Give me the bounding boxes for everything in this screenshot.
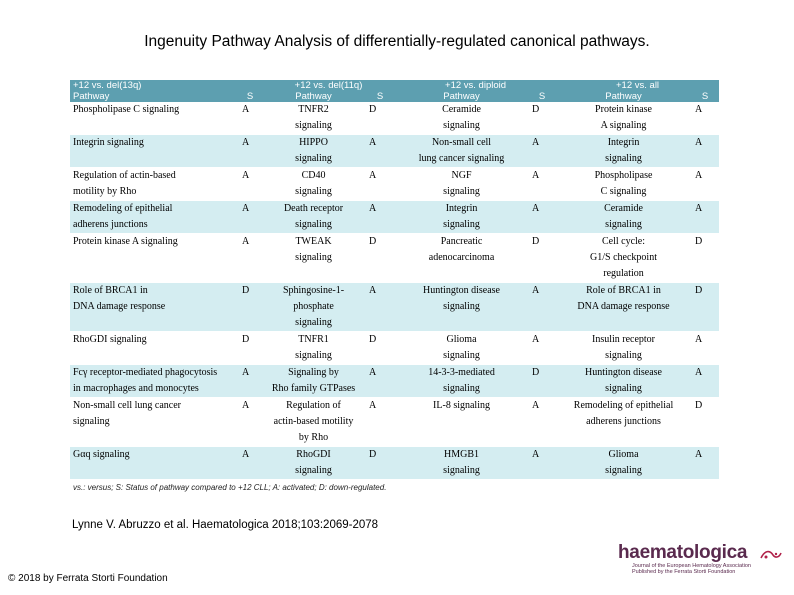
logo-mark-icon (760, 548, 782, 562)
status-cell: A (691, 102, 719, 135)
status-cell: D (365, 102, 395, 135)
column-header: S (701, 91, 709, 102)
pathway-cell: Regulation of actin-based motility by Rho (262, 398, 365, 447)
status-cell: A (238, 365, 262, 398)
status-cell: A (238, 447, 262, 480)
status-cell: A (238, 234, 262, 283)
pathway-cell: CD40 signaling (262, 168, 365, 201)
pathway-cell: Integrin signaling (395, 201, 528, 234)
pathway-table (70, 80, 719, 480)
status-cell: A (528, 398, 556, 447)
table-row (70, 168, 719, 201)
pathway-cell: HMGB1 signaling (395, 447, 528, 480)
pathway-cell: HIPPO signaling (262, 135, 365, 168)
status-cell: D (691, 398, 719, 447)
table-row (70, 447, 719, 480)
status-cell: A (691, 201, 719, 234)
pathway-cell: Protein kinase A signaling (70, 234, 238, 283)
pathway-cell: Fcγ receptor-mediated phagocytosis in macrophages and monocytes (70, 365, 238, 398)
pathway-cell: Death receptor signaling (262, 201, 365, 234)
pathway-cell: Signaling by Rho family GTPases (262, 365, 365, 398)
pathway-cell: Cell cycle: G1/S checkpoint regulation (556, 234, 691, 283)
status-cell: D (365, 332, 395, 365)
status-cell: D (238, 332, 262, 365)
pathway-cell: Sphingosine-1- phosphate signaling (262, 283, 365, 332)
status-cell: A (528, 201, 556, 234)
table-row (70, 332, 719, 365)
status-cell: A (365, 283, 395, 332)
status-cell: A (528, 135, 556, 168)
pathway-cell: 14-3-3-mediated signaling (395, 365, 528, 398)
group-header-row (70, 80, 719, 91)
status-cell: A (365, 201, 395, 234)
pathway-cell: Ceramide signaling (556, 201, 691, 234)
status-cell: D (528, 102, 556, 135)
pathway-cell: Glioma signaling (556, 447, 691, 480)
pathway-cell: Glioma signaling (395, 332, 528, 365)
pathway-cell: NGF signaling (395, 168, 528, 201)
group-header: +12 vs. all (616, 80, 660, 91)
status-cell: A (365, 168, 395, 201)
pathway-cell: Ceramide signaling (395, 102, 528, 135)
page-title: Ingenuity Pathway Analysis of differentially-regulated canonical pathways. (144, 33, 650, 50)
table-row (70, 102, 719, 135)
status-cell: D (528, 365, 556, 398)
status-cell: D (365, 234, 395, 283)
pathway-cell: Protein kinase A signaling (556, 102, 691, 135)
status-cell: D (691, 283, 719, 332)
column-header: S (538, 91, 546, 102)
pathway-cell: Pancreatic adenocarcinoma (395, 234, 528, 283)
status-cell: A (691, 332, 719, 365)
status-cell: A (238, 398, 262, 447)
table-body (70, 102, 719, 480)
pathway-cell: IL-8 signaling (395, 398, 528, 447)
table-row (70, 365, 719, 398)
column-header: Pathway (443, 91, 480, 102)
pathway-cell: Huntington disease signaling (395, 283, 528, 332)
status-cell: A (528, 283, 556, 332)
pathway-cell: Integrin signaling (556, 135, 691, 168)
status-cell: D (238, 283, 262, 332)
status-cell: A (238, 168, 262, 201)
column-header: S (246, 91, 254, 102)
group-header: +12 vs. del(11q) (294, 80, 363, 91)
pathway-cell: Non-small cell lung cancer signaling (70, 398, 238, 447)
status-cell: D (365, 447, 395, 480)
pathway-cell: Remodeling of epithelial adherens junctions (70, 201, 238, 234)
column-header: Pathway (295, 91, 332, 102)
status-cell: A (691, 168, 719, 201)
table-row (70, 398, 719, 447)
table-footnote: vs.: versus; S: Status of pathway compared to +12 CLL; A: activated; D: down-regulated. (73, 483, 387, 492)
status-cell: A (691, 365, 719, 398)
table-row (70, 201, 719, 234)
sub-header-row (70, 91, 719, 102)
status-cell: A (365, 398, 395, 447)
status-cell: A (528, 168, 556, 201)
column-header: S (376, 91, 384, 102)
pathway-cell: TWEAK signaling (262, 234, 365, 283)
table-row (70, 283, 719, 332)
status-cell: D (691, 234, 719, 283)
citation: Lynne V. Abruzzo et al. Haematologica 2018;103:2069-2078 (72, 519, 379, 531)
logo-tagline: Journal of the European Hematology Association Published by the Ferrata Storti Foundation (632, 563, 751, 575)
pathway-cell: Role of BRCA1 in DNA damage response (556, 283, 691, 332)
status-cell: A (528, 447, 556, 480)
status-cell: A (528, 332, 556, 365)
pathway-cell: Huntington disease signaling (556, 365, 691, 398)
pathway-cell: Insulin receptor signaling (556, 332, 691, 365)
pathway-cell: Non-small cell lung cancer signaling (395, 135, 528, 168)
pathway-cell: TNFR2 signaling (262, 102, 365, 135)
status-cell: D (528, 234, 556, 283)
status-cell: A (365, 365, 395, 398)
status-cell: A (238, 102, 262, 135)
pathway-cell: Regulation of actin-based motility by Rho (70, 168, 238, 201)
status-cell: A (691, 447, 719, 480)
pathway-cell: Role of BRCA1 in DNA damage response (70, 283, 238, 332)
status-cell: A (691, 135, 719, 168)
pathway-cell: RhoGDI signaling (70, 332, 238, 365)
logo-name: haematologica (618, 542, 748, 563)
group-header: +12 vs. del(13q) (73, 80, 142, 91)
pathway-cell: Phospholipase C signaling (70, 102, 238, 135)
table-row (70, 135, 719, 168)
pathway-cell: Integrin signaling (70, 135, 238, 168)
status-cell: A (238, 135, 262, 168)
status-cell: A (238, 201, 262, 234)
pathway-cell: RhoGDI signaling (262, 447, 365, 480)
pathway-table-figure (70, 80, 719, 495)
pathway-cell: Remodeling of epithelial adherens junctions (556, 398, 691, 447)
haematologica-logo (618, 542, 786, 578)
table-row (70, 234, 719, 283)
pathway-cell: Gαq signaling (70, 447, 238, 480)
column-header: Pathway (73, 91, 110, 102)
copyright: © 2018 by Ferrata Storti Foundation (8, 573, 168, 584)
column-header: Pathway (605, 91, 642, 102)
status-cell: A (365, 135, 395, 168)
group-header: +12 vs. diploid (445, 80, 507, 91)
pathway-cell: Phospholipase C signaling (556, 168, 691, 201)
pathway-cell: TNFR1 signaling (262, 332, 365, 365)
